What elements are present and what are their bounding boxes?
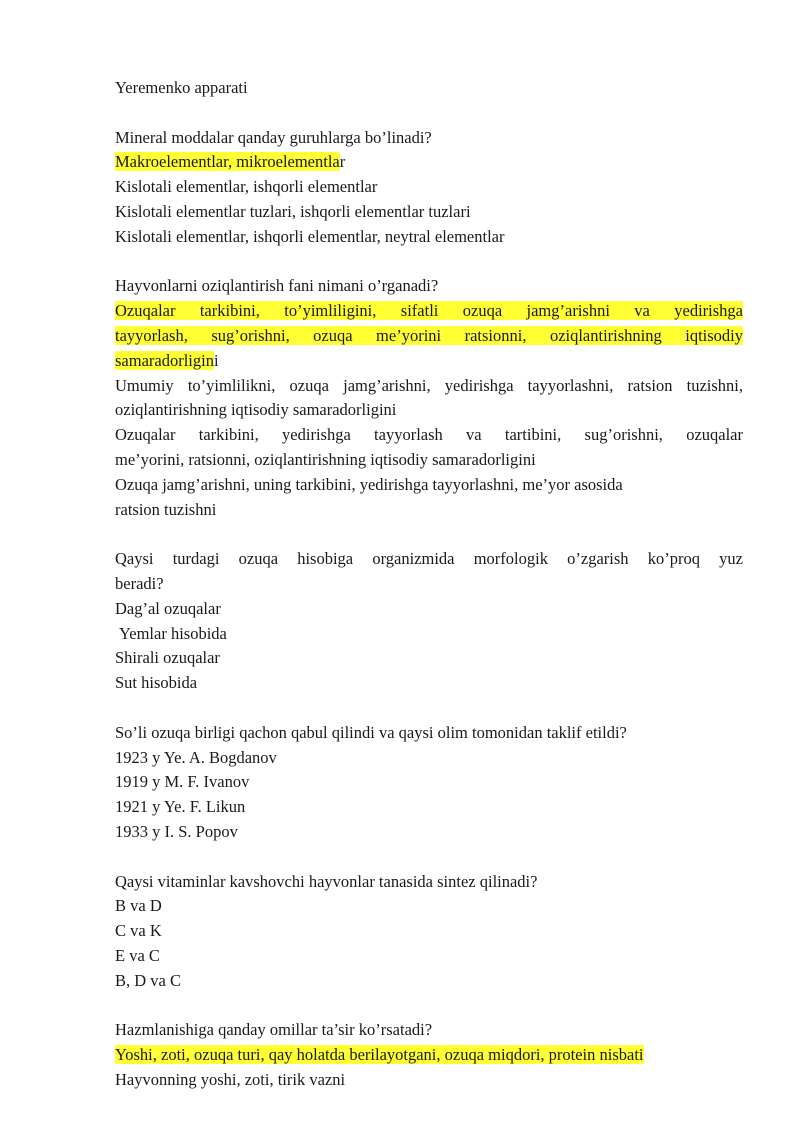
question-3-text-line-2: beradi? [115, 573, 164, 593]
q2-option-2-line-2: oziqlantirishning iqtisodiy samaradorligini [115, 400, 397, 420]
spacer [115, 845, 743, 870]
q2-answer-line-2: tayyorlash, sug’orishni, ozuqa me’yorini ratsionni, oziqlantirishning iqtisodiy [115, 325, 743, 345]
q5-option-2: C va K [115, 921, 162, 941]
document-title: Yeremenko apparati [115, 78, 248, 97]
spacer [115, 101, 743, 126]
q1-correct-answer [115, 150, 743, 175]
question-1-text: Mineral moddalar qanday guruhlarga bo’linadi? [115, 127, 432, 147]
q2-correct-answer [115, 299, 743, 373]
question-2-text: Hayvonlarni oziqlantirish fani nimani o’rganadi? [115, 276, 439, 296]
question-3-text-line-1: Qaysi turdagi ozuqa hisobiga organizmida morfologik o’zgarish ko’proq yuz [115, 549, 743, 569]
q3-option-1: Dag’al ozuqalar [115, 598, 221, 618]
q6-correct-answer [115, 1043, 743, 1068]
q2-option-4-line-1: Ozuqa jamg’arishni, uning tarkibini, yedirishga tayyorlashni, me’yor asosida [115, 474, 623, 494]
q4-option-1: 1923 y Ye. A. Bogdanov [115, 747, 277, 767]
q2-option-2-line-1: Umumiy to’yimlilikni, ozuqa jamg’arishni, yedirishga tayyorlashni, ratsion tuzishni, [115, 375, 743, 395]
answer-tail: r [339, 152, 346, 172]
q2-answer-line-1: Ozuqalar tarkibini, to’yimliligini, sifatli ozuqa jamg’arishni va yedirishga [115, 301, 743, 321]
q3-option-3: Shirali ozuqalar [115, 648, 220, 668]
spacer [115, 993, 743, 1018]
q4-option-2: 1919 y M. F. Ivanov [115, 772, 250, 792]
q5-option-3: E va C [115, 945, 160, 965]
question-6-text: Hazmlanishiga qanday omillar ta’sir ko’rsatadi? [115, 1020, 433, 1040]
question-4-text: So’li ozuqa birligi qachon qabul qilindi va qaysi olim tomonidan taklif etildi? [115, 722, 627, 742]
q3-option-4: Sut hisobida [115, 673, 198, 693]
q2-option-3-line-1: Ozuqalar tarkibini, yedirishga tayyorlash va tartibini, sug’orishni, ozuqalar [115, 425, 743, 445]
question-5-text: Qaysi vitaminlar kavshovchi hayvonlar tanasida sintez qilinadi? [115, 871, 538, 891]
q3-option-2: Yemlar hisobida [119, 623, 227, 643]
q1-option-3: Kislotali elementlar tuzlari, ishqorli elementlar tuzlari [115, 201, 471, 221]
q5-option-4: B, D va C [115, 970, 181, 990]
q4-option-3: 1921 y Ye. F. Likun [115, 797, 246, 817]
q6-option-2: Hayvonning yoshi, zoti, tirik vazni [115, 1069, 346, 1089]
q2-option-3-line-2: me’yorini, ratsionni, oziqlantirishning iqtisodiy samaradorligini [115, 449, 536, 469]
q5-option-1: B va D [115, 896, 162, 916]
answer-highlight: Makroelementlar, mikroelementla [115, 152, 340, 172]
spacer [115, 696, 743, 721]
document-body [115, 76, 743, 1093]
q1-option-2: Kislotali elementlar, ishqorli elementlar [115, 177, 378, 197]
answer-highlight: Yoshi, zoti, ozuqa turi, qay holatda berilayotgani, ozuqa miqdori, protein nisbati [115, 1045, 644, 1065]
q1-option-4: Kislotali elementlar, ishqorli elementlar, neytral elementlar [115, 226, 505, 246]
q2-option-4-line-2: ratsion tuzishni [115, 499, 217, 519]
q2-answer-line-3: samaradorligini [115, 350, 219, 370]
spacer [115, 522, 743, 547]
spacer [115, 250, 743, 275]
q4-option-4: 1933 y I. S. Popov [115, 821, 238, 841]
